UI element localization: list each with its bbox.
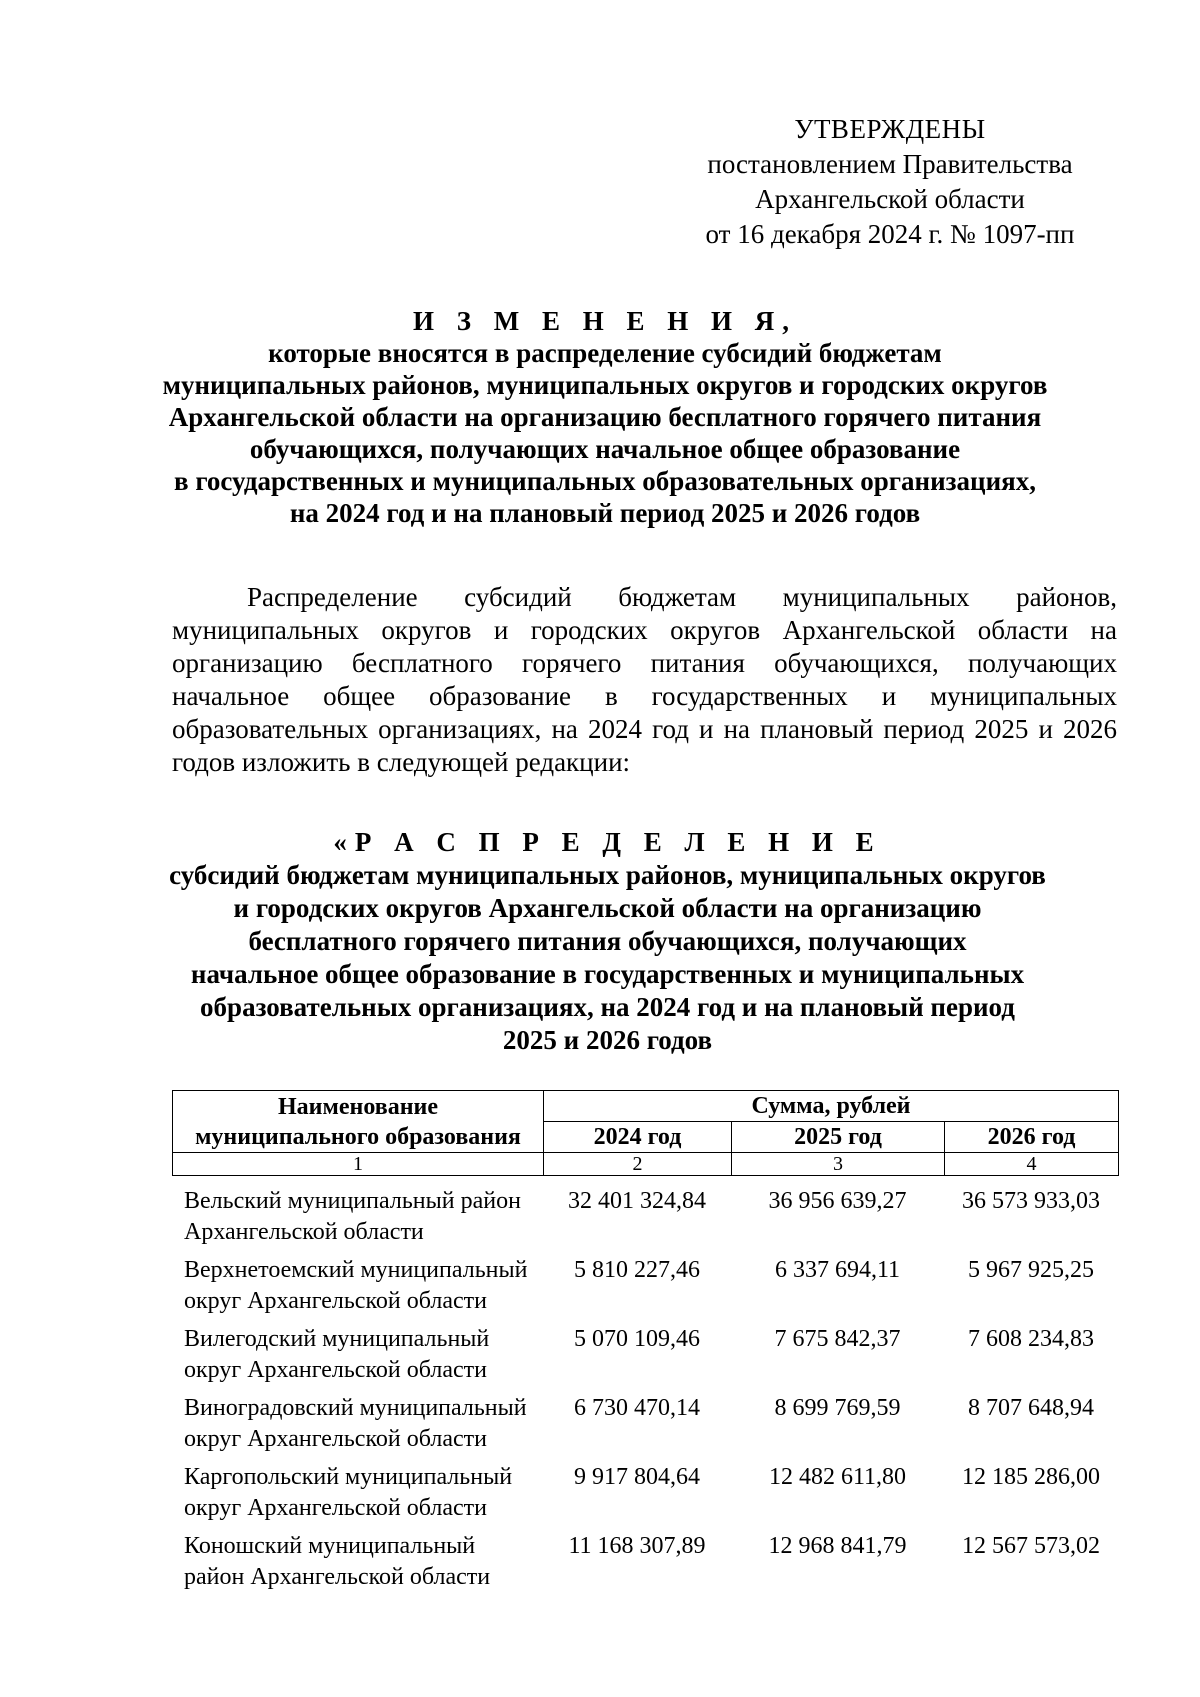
changes-subtitle-line: Архангельской области на организацию бесплатного горячего питания [168, 402, 1042, 432]
table-row [172, 1182, 1118, 1251]
municipality-name-line: Вельский муниципальный район [184, 1188, 521, 1214]
distribution-subtitle-line: образовательных организациях, на 2024 год и на плановый период [200, 992, 1015, 1022]
distribution-subtitle-line: и городских округов Архангельской области на организацию [233, 893, 982, 923]
municipality-name-line: округ Архангельской области [184, 1426, 487, 1452]
municipality-name [172, 1182, 543, 1251]
column-header-name [173, 1091, 544, 1153]
approval-heading: УТВЕРЖДЕНЫ [794, 114, 986, 144]
amount-2025: 36 956 639,27 [768, 1188, 907, 1214]
amount-2026: 8 707 648,94 [968, 1395, 1094, 1421]
column-number: 1 [173, 1153, 544, 1176]
body-paragraph [172, 581, 1117, 779]
approval-line: постановлением Правительства [707, 149, 1073, 179]
table-row [172, 1527, 1118, 1596]
column-header-year: 2025 год [732, 1122, 945, 1153]
changes-subtitle-line: на 2024 год и на плановый период 2025 и 2026 годов [289, 498, 921, 528]
municipality-name [172, 1458, 543, 1527]
municipality-name-line: округ Архангельской области [184, 1288, 487, 1314]
amount-2026: 7 608 234,83 [968, 1326, 1094, 1352]
amount-2025: 7 675 842,37 [774, 1326, 901, 1352]
amount-2026: 12 185 286,00 [962, 1464, 1100, 1490]
municipality-name-line: Коношский муниципальный [184, 1533, 476, 1559]
amount-2026: 12 567 573,02 [962, 1533, 1100, 1559]
table-header [172, 1090, 1119, 1176]
municipality-name-line: Каргопольский муниципальный [184, 1464, 513, 1490]
amount-2025: 8 699 769,59 [774, 1395, 901, 1421]
municipality-name [172, 1251, 543, 1320]
body-paragraph-text: Распределение субсидий бюджетам муниципальных районов, муниципальных округов и городских округов Архангельской области на организацию бесплатного горячего питания обучающихся, получающих начальное общее образование в государственных и муниципальных образовательных организациях, на 2024 год и на плановый период 2025 и 2026 годов изложить в следующей редакции: [172, 582, 1117, 777]
amount-2025: 12 482 611,80 [768, 1464, 907, 1490]
municipality-name [172, 1389, 543, 1458]
table-row [172, 1251, 1118, 1320]
column-number: 3 [732, 1153, 945, 1176]
amount-2026: 36 573 933,03 [962, 1188, 1100, 1214]
distribution-subtitle-line: начальное общее образование в государственных и муниципальных [190, 959, 1025, 989]
amount-2024: 5 810 227,46 [574, 1257, 700, 1283]
municipality-name-line: район Архангельской области [184, 1564, 491, 1590]
column-number: 4 [945, 1153, 1119, 1176]
amount-2025: 12 968 841,79 [768, 1533, 907, 1559]
municipality-name-line: Архангельской области [184, 1219, 424, 1245]
column-header-year: 2024 год [544, 1122, 732, 1153]
distribution-title: «Р А С П Р Е Д Е Л Е Н И Е [333, 827, 882, 857]
amount-2024: 6 730 470,14 [574, 1395, 700, 1421]
distribution-subtitle-line: субсидий бюджетам муниципальных районов, муниципальных округов [169, 860, 1046, 890]
changes-subtitle-line: в государственных и муниципальных образовательных организациях, [174, 466, 1036, 496]
changes-title: И З М Е Н Е Н И Я, [412, 306, 797, 336]
table-row [172, 1389, 1118, 1458]
distribution-title-block [140, 826, 1075, 1057]
subsidy-table [172, 1090, 1118, 1596]
amount-2026: 5 967 925,25 [968, 1257, 1094, 1283]
amount-2024: 32 401 324,84 [568, 1188, 706, 1214]
changes-subtitle-line: муниципальных районов, муниципальных округов и городских округов [162, 370, 1048, 400]
column-number: 2 [544, 1153, 732, 1176]
municipality-name-line: округ Архангельской области [184, 1357, 487, 1383]
approval-stamp-block [690, 112, 1090, 252]
municipality-name-line: Виноградовский муниципальный [184, 1395, 527, 1421]
distribution-subtitle-line: бесплатного горячего питания обучающихся, получающих [248, 926, 967, 956]
column-header-name-line: муниципального образования [195, 1123, 521, 1150]
municipality-name-line: Вилегодский муниципальный [184, 1326, 490, 1352]
municipality-name [172, 1320, 543, 1389]
approval-line: Архангельской области [755, 184, 1025, 214]
amount-2024: 11 168 307,89 [568, 1533, 706, 1559]
column-header-year: 2026 год [945, 1122, 1119, 1153]
changes-title-block [140, 305, 1070, 529]
amount-2024: 5 070 109,46 [574, 1326, 700, 1352]
table-row [172, 1458, 1118, 1527]
column-header-name-line: Наименование [278, 1093, 438, 1120]
amount-2025: 6 337 694,11 [774, 1257, 901, 1283]
approval-line: от 16 декабря 2024 г. № 1097-пп [705, 219, 1075, 249]
changes-subtitle-line: обучающихся, получающих начальное общее образование [249, 434, 961, 464]
column-header-sum: Сумма, рублей [544, 1091, 1119, 1122]
municipality-name [172, 1527, 543, 1596]
municipality-name-line: Верхнетоемский муниципальный [184, 1257, 528, 1283]
distribution-subtitle-line: 2025 и 2026 годов [502, 1025, 713, 1055]
changes-subtitle-line: которые вносятся в распределение субсидий бюджетам [268, 338, 942, 368]
municipality-name-line: округ Архангельской области [184, 1495, 487, 1521]
table-body [172, 1182, 1118, 1596]
amount-2024: 9 917 804,64 [574, 1464, 700, 1490]
table-row [172, 1320, 1118, 1389]
